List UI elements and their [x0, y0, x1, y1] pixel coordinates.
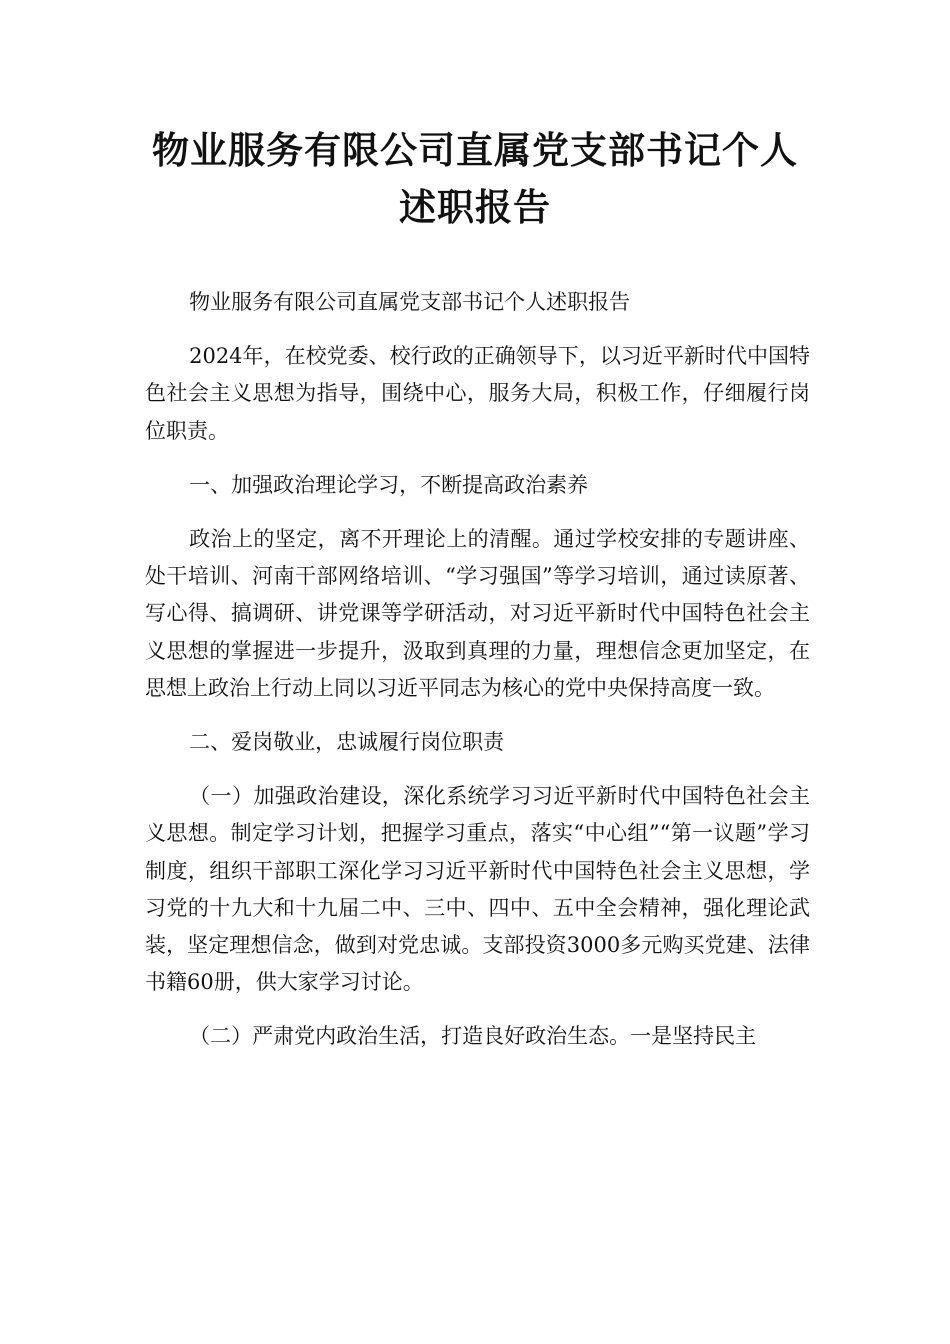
title-line-2: 述职报告	[399, 186, 551, 229]
document-body	[145, 284, 810, 1073]
paragraph-subsection-2: （二）严肃党内政治生活，打造良好政治生态。一是坚持民主	[189, 1024, 757, 1049]
section-heading-2: 二、爱岗敬业，忠诚履行岗位职责	[189, 730, 505, 755]
section-heading-1: 一、加强政治理论学习，不断提高政治素养	[189, 472, 589, 497]
paragraph-section-1: 政治上的坚定，离不开理论上的清醒。通过学校安排的专题讲座、处干培训、河南干部网络培训、“学习强国”等学习培训，通过读原著、写心得、搞调研、讲党课等学研活动，对习近平新时代中国特色社会主义思想的掌握进一步提升，汲取到真理的力量，理想信念更加坚定，在思想上政治上行动上同以习近平同志为核心的党中央保持高度一致。	[145, 527, 810, 700]
paragraph-subtitle: 物业服务有限公司直属党支部书记个人述职报告	[189, 290, 631, 314]
document-title	[0, 122, 950, 236]
paragraph-intro: 2024年，在校党委、校行政的正确领导下，以习近平新时代中国特色社会主义思想为指导，围绕中心，服务大局，积极工作，仔细履行岗位职责。	[145, 344, 810, 443]
paragraph-subsection-1: （一）加强政治建设，深化系统学习习近平新时代中国特色社会主义思想。制定学习计划，把握学习重点，落实“中心组”“第一议题”学习制度，组织干部职工深化学习习近平新时代中国特色社会主义思想，学习党的十九大和十九届二中、三中、四中、五中全会精神，强化理论武装，坚定理想信念，做到对党忠诚。支部投资3000多元购买党建、法律书籍60册，供大家学习讨论。	[145, 784, 810, 995]
title-line-1: 物业服务有限公司直属党支部书记个人	[152, 129, 798, 172]
